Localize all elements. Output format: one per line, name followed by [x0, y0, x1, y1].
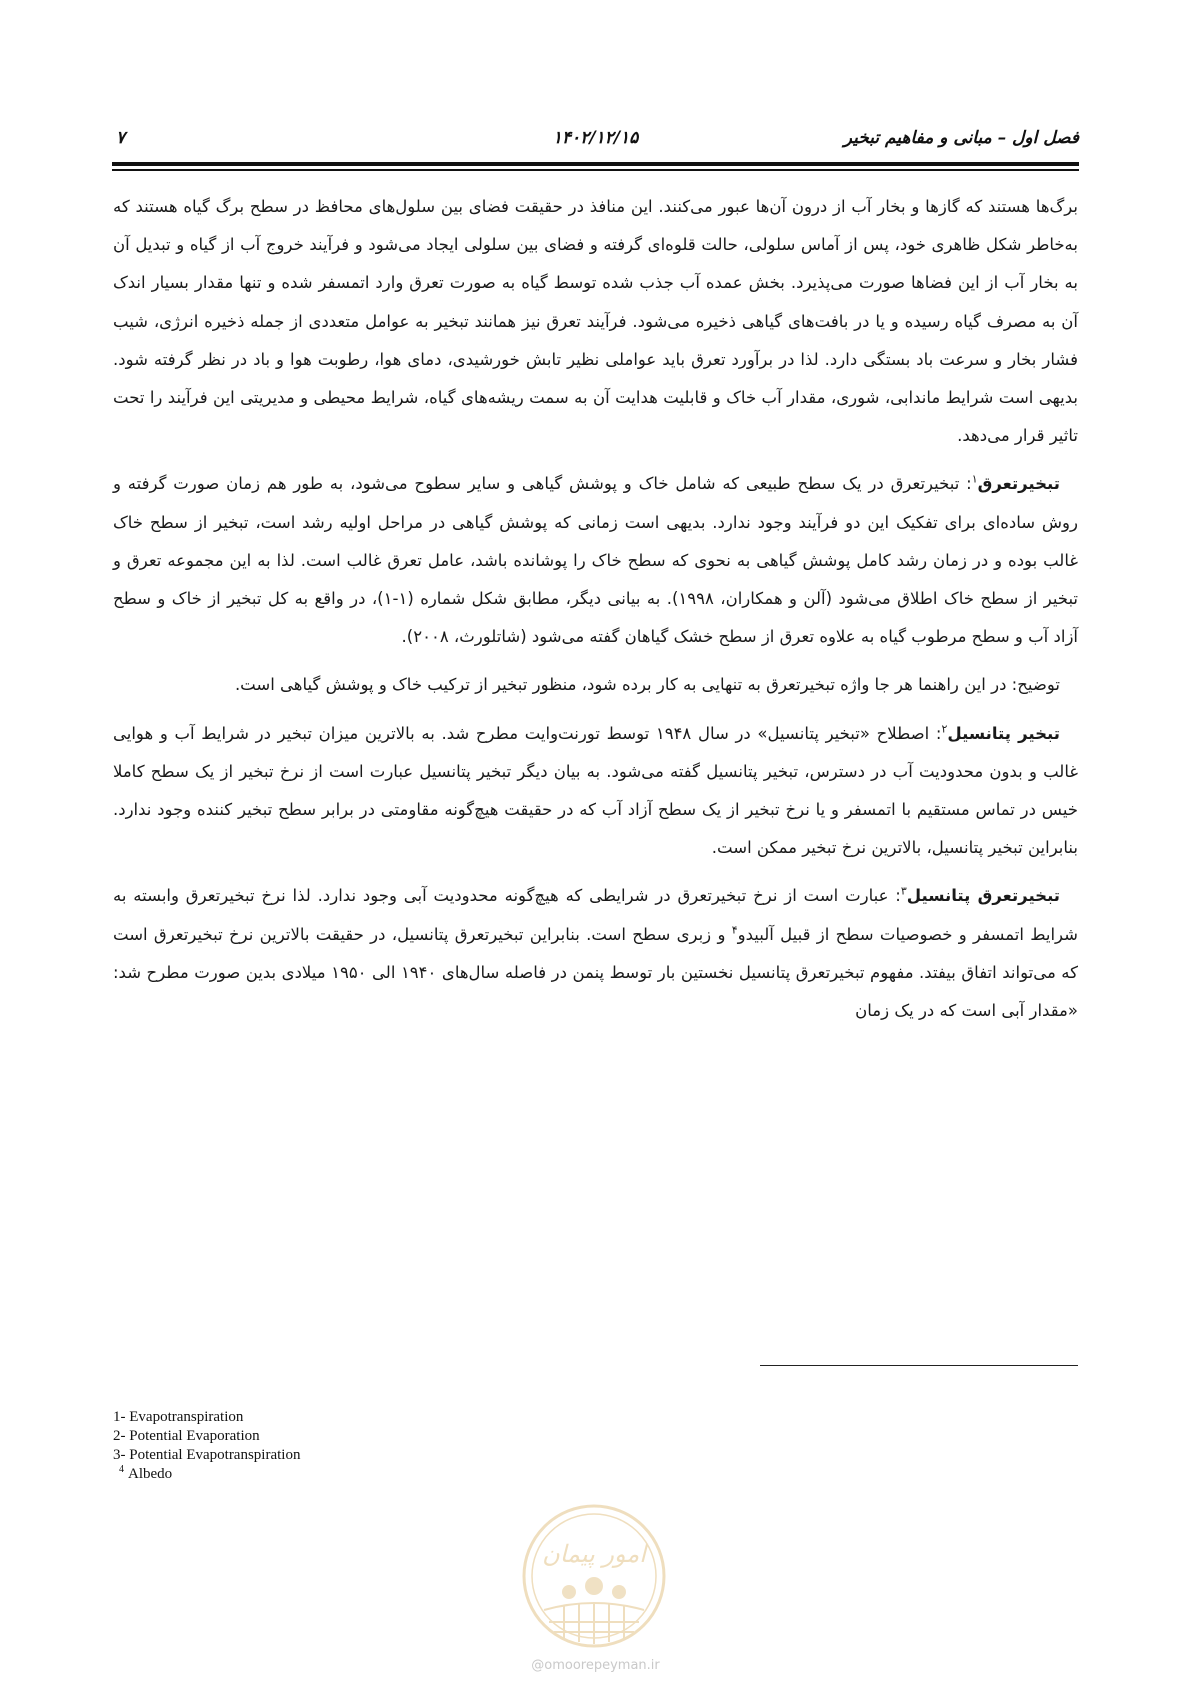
footnote-text: Albedo [128, 1466, 173, 1482]
footnote-number: 4 [119, 1464, 124, 1475]
footnote-text: Evapotranspiration [129, 1409, 244, 1425]
running-header [112, 128, 1079, 154]
header-date: ۱۴۰۲/۱۲/۱۵ [552, 128, 639, 148]
page-number: ۷ [116, 128, 126, 148]
footnote-mark-2: ۲ [941, 722, 948, 736]
footnote-separator [760, 1365, 1078, 1366]
footnote-text: Potential Evapotranspiration [129, 1447, 301, 1463]
header-rule-thin [112, 169, 1079, 171]
paragraph-evapotranspiration [113, 465, 1078, 656]
body-text [113, 188, 1078, 1040]
term-evapotranspiration: تبخیرتعرق [977, 474, 1060, 494]
footnotes [113, 1408, 613, 1484]
paragraph-text: و زبری سطح است. بنابراین تبخیرتعرق پتانسیل، در حقیقت بالاترین نرخ تبخیرتعرق است که می‌تواند اتفاق بیفتد. مفهوم تبخیرتعرق پتانسیل نخستین بار توسط پنمن در فاصله سال‌های ۱۹۴۰ الی ۱۹۵۰ میلادی بدین صورت مطرح شد: «مقدار آبی است که در یک زمان [113, 924, 1078, 1021]
paragraph-potential-evaporation [113, 715, 1078, 868]
paragraph-text: : اصطلاح «تبخیر پتانسیل» در سال ۱۹۴۸ توسط تورنت‌وایت مطرح شد. به بالاترین میزان تبخیر در شرایط آب و هوایی غالب و بدون محدودیت آب در دسترس، تبخیر پتانسیل گفته می‌شود. به بیان دیگر تبخیر پتانسیل عبارت است از نرخ تبخیر از یک سطح کاملا خیس در تماس مستقیم با اتمسفر و یا نرخ تبخیر از یک سطح آزاد آب که در حقیقت هیچ‌گونه مقاومتی در برابر سطح تبخیر کننده وجود ندارد. بنابراین تبخیر پتانسیل، بالاترین نرخ تبخیر ممکن است. [113, 723, 1078, 858]
watermark-url: @omoorepeyman.ir [531, 1658, 660, 1673]
footnote-mark-1: ۱ [971, 472, 978, 486]
footnote-mark-4: ۴ [731, 923, 738, 937]
footnote-2 [113, 1427, 613, 1446]
term-potential-evaporation: تبخیر پتانسیل [947, 723, 1060, 743]
paragraph-transpiration: برگ‌ها هستند که گازها و بخار آب از درون آن‌ها عبور می‌کنند. این منافذ در حقیقت فضای بین سلول‌های محافظ در سطح برگ گیاه هستند که به‌خاطر شکل ظاهری خود، پس از آماس سلولی، حالت قلوه‌ای گرفته و فضای بین سلولی ایجاد می‌شود و فرآیند خروج آب از گیاه و تبدیل آن به بخار آب از این فضاها صورت می‌پذیرد. بخش عمده آب جذب شده توسط گیاه به صورت تعرق وارد اتمسفر شده و تنها مقدار بسیار اندک آن به مصرف گیاه رسیده و یا در بافت‌های گیاهی ذخیره می‌شود. فرآیند تعرق نیز همانند تبخیر به عوامل متعددی از جمله ذخیره انرژی، شیب فشار بخار و سرعت باد بستگی دارد. لذا در برآورد تعرق باید عواملی نظیر تابش خورشیدی، دمای هوا، رطوبت هوا و باد در نظر گرفته شود. بدیهی است شرایط ماندابی، شوری، مقدار آب خاک و قابلیت هدایت آن به سمت ریشه‌های گیاه، شرایط محیطی و مدیریتی این فرآیند را تحت تاثیر قرار می‌دهد. [113, 197, 1078, 446]
watermark-logo-text: امور پیمان [542, 1540, 646, 1568]
paragraph-note: توضیح: در این راهنما هر جا واژه تبخیرتعرق به تنهایی به کار برده شود، منظور تبخیر از ترکیب خاک و پوشش گیاهی است. [234, 675, 1060, 695]
chapter-title: فصل اول – مبانی و مفاهیم تبخیر [843, 128, 1079, 148]
header-rule-thick [112, 162, 1079, 166]
footnote-mark-3: ۳ [900, 884, 907, 898]
footnote-number: 1- [113, 1409, 126, 1425]
footnote-number: 2- [113, 1428, 126, 1444]
paragraph-potential-evapotranspiration [113, 877, 1078, 1030]
watermark-logo [519, 1500, 669, 1652]
footnote-text: Potential Evaporation [129, 1428, 260, 1444]
paragraph-text: : عبارت است از نرخ تبخیرتعرق در شرایطی که هیچ‌گونه محدودیت آبی وجود ندارد. لذا نرخ تبخیرتعرق وابسته به شرایط اتمسفر و خصوصیات سطح از قبیل آلبیدو [113, 886, 1078, 944]
term-potential-evapotranspiration: تبخیرتعرق پتانسیل [906, 886, 1061, 906]
footnote-4 [113, 1465, 613, 1484]
footnote-number: 3- [113, 1447, 126, 1463]
footnote-1 [113, 1408, 613, 1427]
footnote-3 [113, 1446, 613, 1465]
paragraph-text: : تبخیرتعرق در یک سطح طبیعی که شامل خاک و پوشش گیاهی و سایر سطوح می‌شود، به طور هم زمان صورت گرفته و روش ساده‌ای برای تفکیک این دو فرآیند وجود ندارد. بدیهی است زمانی که پوشش گیاهی در مراحل اولیه رشد است، تبخیر از سطح خاک غالب بوده و در زمان رشد کامل پوشش گیاهی به نحوی که سطح خاک را پوشانده باشد، عامل تعرق غالب است. لذا به این مجموعه تعرق و تبخیر از سطح خاک اطلاق می‌شود (آلن و همکاران، ۱۹۹۸). به بیانی دیگر، مطابق شکل شماره (۱-۱)، در واقع به کل تبخیر از خاک و سطح آزاد آب و سطح مرطوب گیاه به علاوه تعرق از سطح خشک گیاهان گفته می‌شود (شاتلورث، ۲۰۰۸). [113, 474, 1079, 647]
